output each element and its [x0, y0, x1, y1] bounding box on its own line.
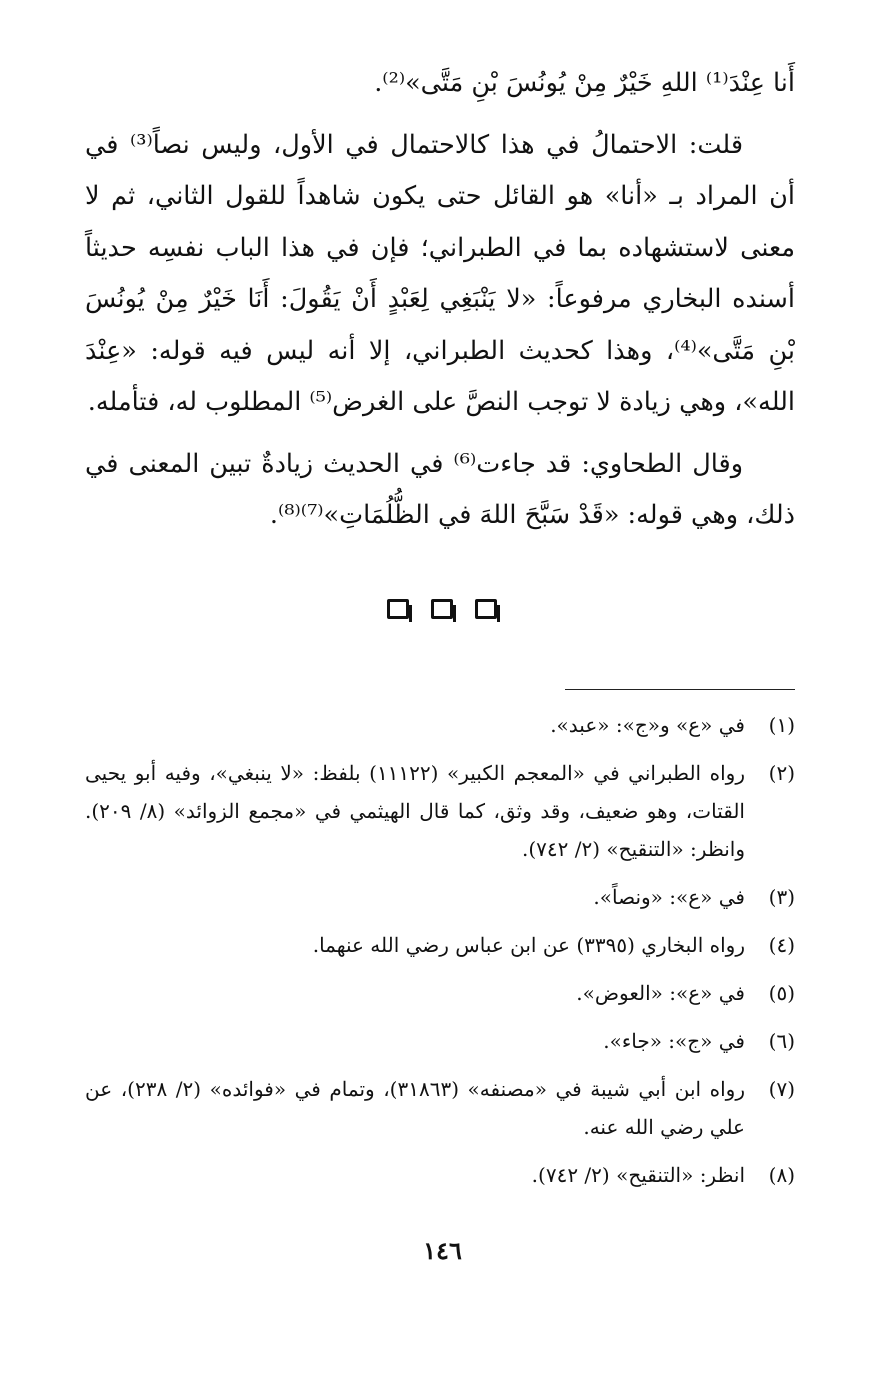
footnote [85, 1070, 795, 1146]
footnote-text: رواه ابن أبي شيبة في «مصنفه» (٣١٨٦٣)، وتمام في «فوائده» (٢/ ٢٣٨)، عن علي رضي الله عنه. [85, 1077, 745, 1139]
footnote [85, 706, 795, 744]
footnote [85, 878, 795, 916]
footnote-number: (٥) [768, 981, 795, 1005]
footnote [85, 1156, 795, 1194]
footnote-number: (٣) [768, 885, 795, 909]
paragraph-2: قلت: الاحتمالُ في هذا كالاحتمال في الأول، وليس نصاً⁽³⁾ في أن المراد بـ «أنا» هو القائل حتى يكون شاهداً للقول الثاني، ثم لا معنى لاستشهاده بما في الطبراني؛ فإن في هذا الباب نفسِه حديثاً أسنده البخاري مرفوعاً: «لا يَنْبَغِي لِعَبْدٍ أَنْ يَقُولَ: أَنَا خَيْرٌ مِنْ يُونُسَ بْنِ مَتَّى»⁽⁴⁾، وهذا كحديث الطبراني، إلا أنه ليس فيه قوله: «عِنْدَ الله»، وهي زيادة لا توجب النصَّ على الغرض⁽⁵⁾ المطلوب له، فتأمله. [85, 129, 795, 417]
footnote-number: (٧) [768, 1077, 795, 1101]
footnote-number: (٤) [768, 933, 795, 957]
paragraph-3: وقال الطحاوي: قد جاءت⁽⁶⁾ في الحديث زيادةٌ تبين المعنى في ذلك، وهي قوله: «قَدْ سَبَّحَ اللهَ في الظُّلُمَاتِ»⁽⁷⁾⁽⁸⁾. [85, 448, 795, 530]
square-ornament-icon [475, 599, 497, 619]
square-ornament-icon [387, 599, 409, 619]
footnote-text: رواه الطبراني في «المعجم الكبير» (١١١٢٢) بلفظ: «لا ينبغي»، وفيه أبو يحيى القتات، وهو ضعيف، وقد وثق، كما قال الهيثمي في «مجمع الزوائد» (٨/ ٢٠٩). وانظر: «التنقيح» (٢/ ٧٤٢). [85, 761, 745, 861]
footnote-text: رواه البخاري (٣٣٩٥) عن ابن عباس رضي الله عنهما. [312, 933, 745, 957]
footnote-separator [565, 689, 795, 690]
footnote-text: في «ع»: «العوض». [576, 981, 745, 1005]
footnote-number: (١) [768, 713, 795, 737]
page-number: ١٤٦ [423, 1236, 462, 1265]
footnote [85, 754, 795, 868]
footnote-number: (٨) [768, 1163, 795, 1187]
footnote-text: في «ع»: «ونصاً». [593, 885, 745, 909]
footnote-number: (٢) [768, 761, 795, 785]
footnote-text: في «ج»: «جاء». [603, 1029, 745, 1053]
footnote [85, 1022, 795, 1060]
footnote-text: في «ع» و«ج»: «عبد». [550, 713, 745, 737]
footnote-number: (٦) [768, 1029, 795, 1053]
main-text [85, 58, 795, 542]
paragraph-1: أَنا عِنْدَ⁽¹⁾ اللهِ خَيْرٌ مِنْ يُونُسَ بْنِ مَتَّى»⁽²⁾. [374, 68, 795, 98]
section-divider-ornament [387, 599, 497, 625]
footnote-text: انظر: «التنقيح» (٢/ ٧٤٢). [531, 1163, 745, 1187]
footnote [85, 974, 795, 1012]
footnotes [85, 706, 795, 1204]
footnote [85, 926, 795, 964]
square-ornament-icon [431, 599, 453, 619]
